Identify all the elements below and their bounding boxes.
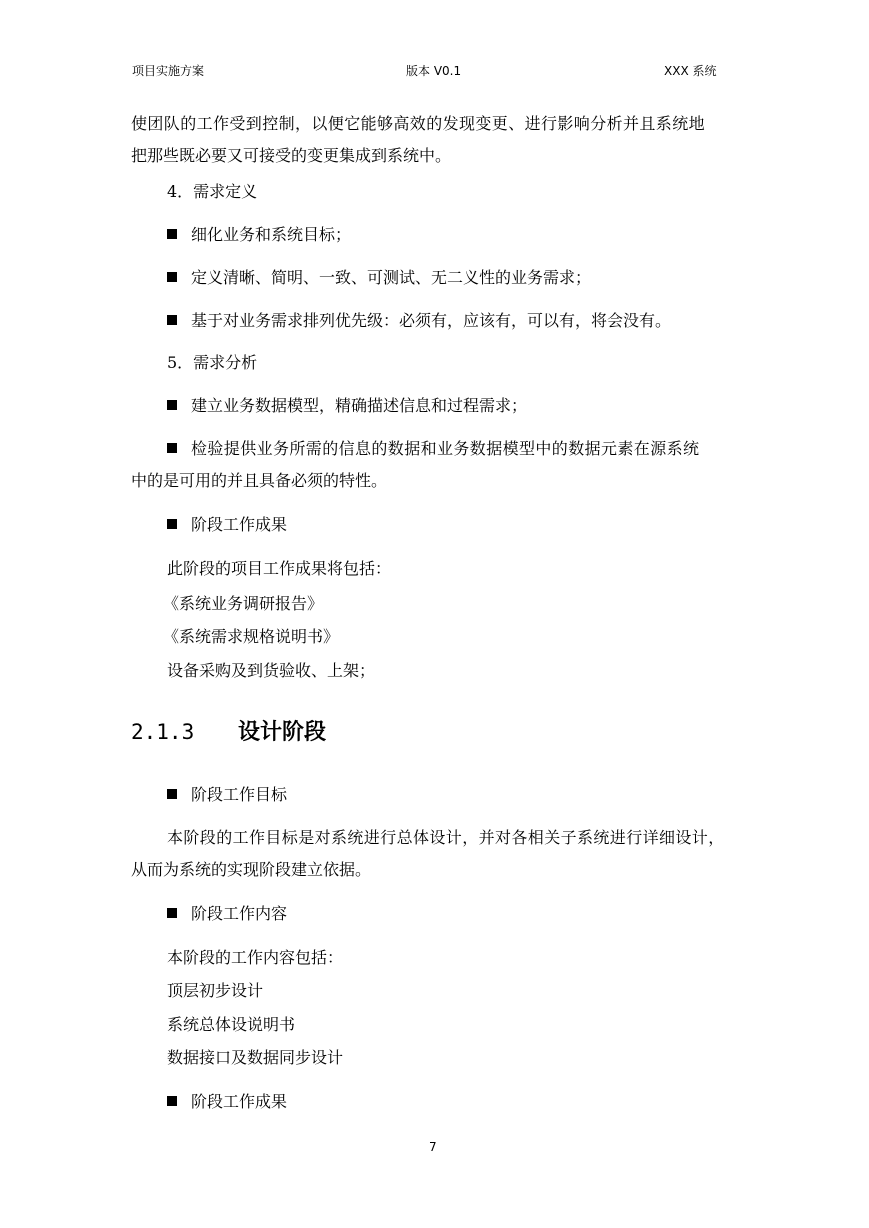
- heading-title: 设计阶段: [238, 719, 327, 745]
- design-content-item-1: 顶层初步设计: [167, 981, 264, 1000]
- section-4-title: 4．需求定义: [167, 182, 258, 201]
- square-bullet-icon: [167, 315, 177, 325]
- sec5-bullet-2-continuation: 中的是可用的并且具备必须的特性。: [131, 471, 388, 490]
- sec4-bullet-3: [167, 311, 671, 331]
- section-2-1-3-heading: [131, 718, 326, 746]
- page-number: 7: [429, 1140, 437, 1154]
- sec5-bullet-1-text: 建立业务数据模型，精确描述信息和过程需求；: [191, 396, 528, 415]
- results-intro: 此阶段的项目工作成果将包括：: [167, 559, 392, 578]
- design-content-intro: 本阶段的工作内容包括：: [167, 948, 344, 967]
- design-goal-bullet-text: 阶段工作目标: [191, 785, 288, 804]
- square-bullet-icon: [167, 443, 177, 453]
- sec5-bullet-2: [167, 439, 699, 459]
- design-goal-bullet: [167, 785, 287, 805]
- design-content-bullet: [167, 904, 287, 924]
- design-content-bullet-text: 阶段工作内容: [191, 904, 288, 923]
- results-item-3: 设备采购及到货验收、上架；: [167, 661, 376, 680]
- design-goal-text-line-2: 从而为系统的实现阶段建立依据。: [131, 860, 372, 879]
- sec4-bullet-3-text: 基于对业务需求排列优先级：必须有，应该有，可以有，将会没有。: [191, 311, 672, 330]
- header-system-name: XXX 系统: [664, 64, 717, 78]
- section-5-title: 5．需求分析: [167, 353, 258, 372]
- sec4-bullet-1-text: 细化业务和系统目标；: [191, 225, 352, 244]
- sec5-bullet-1: [167, 396, 527, 416]
- square-bullet-icon: [167, 1096, 177, 1106]
- design-content-item-2: 系统总体设说明书: [167, 1015, 296, 1034]
- square-bullet-icon: [167, 272, 177, 282]
- header-version: 版本 V0.1: [406, 64, 462, 78]
- design-content-item-3: 数据接口及数据同步设计: [167, 1048, 344, 1067]
- square-bullet-icon: [167, 229, 177, 239]
- results-item-2: 《系统需求规格说明书》: [163, 627, 340, 646]
- results-bullet: [167, 515, 287, 535]
- square-bullet-icon: [167, 400, 177, 410]
- design-goal-text-line-1: 本阶段的工作目标是对系统进行总体设计，并对各相关子系统进行详细设计，: [167, 828, 725, 847]
- intro-paragraph-line-2: 把那些既必要又可接受的变更集成到系统中。: [131, 146, 452, 165]
- sec4-bullet-1: [167, 225, 351, 245]
- header-doc-title: 项目实施方案: [132, 64, 205, 78]
- sec4-bullet-2: [167, 268, 591, 288]
- square-bullet-icon: [167, 908, 177, 918]
- heading-number: 2.1.3: [131, 720, 195, 744]
- results-item-1: 《系统业务调研报告》: [163, 594, 324, 613]
- sec4-bullet-2-text: 定义清晰、简明、一致、可测试、无二义性的业务需求；: [191, 268, 592, 287]
- square-bullet-icon: [167, 789, 177, 799]
- design-results-bullet-text: 阶段工作成果: [191, 1092, 288, 1111]
- results-bullet-text: 阶段工作成果: [191, 515, 288, 534]
- design-results-bullet: [167, 1092, 287, 1112]
- sec5-bullet-2-text: 检验提供业务所需的信息的数据和业务数据模型中的数据元素在源系统: [191, 439, 700, 458]
- intro-paragraph-line-1: 使团队的工作受到控制，以便它能够高效的发现变更、进行影响分析并且系统地: [131, 114, 706, 133]
- square-bullet-icon: [167, 519, 177, 529]
